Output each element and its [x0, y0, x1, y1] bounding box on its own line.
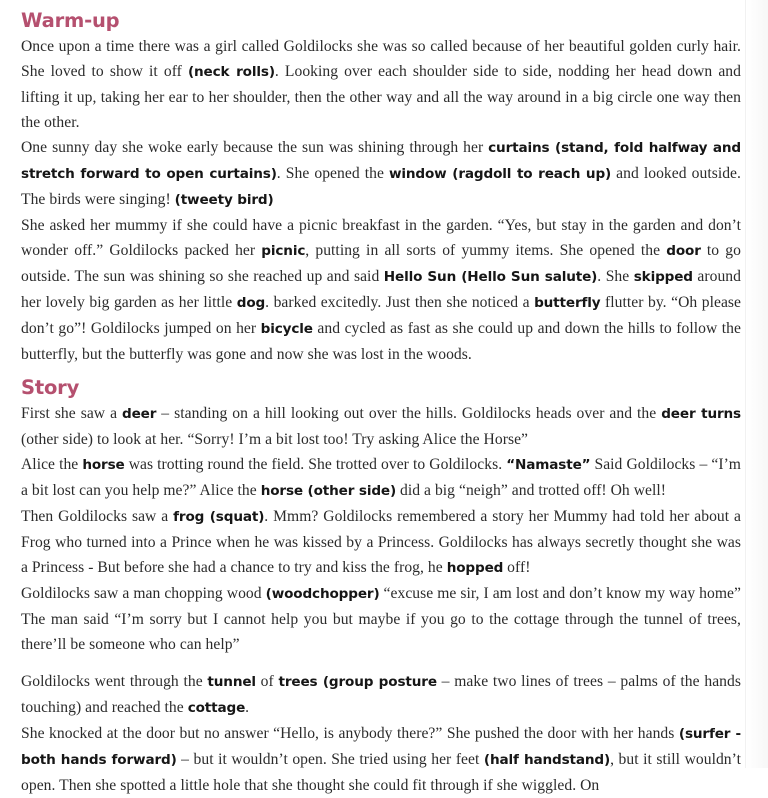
exercise-cue: “Namaste” [506, 457, 591, 473]
story-text: First she saw a [21, 405, 123, 422]
story-text: She knocked at the door but no answer “Hello, is anybody there?” She pushed the door with her hands [21, 725, 679, 742]
story-text: – but it wouldn’t open. She tried using her feet [176, 751, 484, 768]
exercise-cue: deer turns [661, 406, 741, 422]
story-text: , but it still wouldn’t open. Then she spotted a little hole that she thought she could fit through if she wiggled. On [21, 751, 741, 794]
story-text: . Mmm? Goldilocks remembered a story her Mummy had told her about a Frog who turned into a Prince when he was kissed by a Princess. Goldilocks has always secretly thought she was a Princess - But before she had a chance to try and kiss the frog, he [21, 508, 742, 576]
exercise-cue: (neck rolls) [187, 64, 275, 80]
exercise-cue: butterfly [534, 295, 601, 311]
exercise-cue: trees (group posture [278, 674, 437, 690]
exercise-cue: hopped [446, 560, 504, 576]
story-text: Alice the [21, 456, 83, 473]
story-text: – make two lines of trees – palms of the hands touching) and reached the [21, 673, 741, 716]
story-text: “excuse me sir, I am lost and don’t know my way home” The man said “I’m sorry but I cannot help you but maybe if you go to the cottage through the tunnel of trees, there’ll be someone who can help” [21, 585, 741, 653]
paragraph [21, 213, 741, 367]
story-text: and cycled as fast as she could up and down the hills to follow the butterfly, but the butterfly was gone and now she was lost in the woods. [21, 320, 741, 363]
exercise-cue: frog (squat) [173, 509, 265, 525]
paragraph-spacer [21, 657, 741, 669]
exercise-cue: tunnel [207, 674, 256, 690]
exercise-cue: picnic [261, 243, 306, 259]
exercise-cue: skipped [633, 269, 693, 285]
exercise-cue: (surfer - both hands forward) [21, 726, 741, 768]
exercise-cue: Hello Sun (Hello Sun salute) [383, 269, 598, 285]
story-text: . She opened the [276, 165, 389, 182]
story-text: of [255, 673, 279, 690]
section-warm-up [21, 8, 741, 367]
exercise-cue: horse [82, 457, 125, 473]
story-text: Goldilocks saw a man chopping wood [21, 585, 266, 602]
section-spacer [21, 367, 741, 375]
exercise-cue: dog [236, 295, 266, 311]
paragraph [21, 135, 741, 213]
story-text: was trotting round the field. She trotted over to Goldilocks. [124, 456, 507, 473]
document-content [21, 8, 741, 798]
paragraph [21, 452, 741, 504]
exercise-cue: (tweety bird) [174, 192, 274, 208]
page-edge [745, 0, 768, 768]
story-text: Said Goldilocks – “I’m a bit lost can you help me?” Alice the [21, 456, 741, 499]
paragraph [21, 34, 741, 135]
story-text: around her lovely big garden as her little [21, 268, 741, 311]
exercise-cue: (woodchopper) [265, 586, 380, 602]
exercise-cue: curtains (stand, fold halfway and stretch forward to open curtains) [21, 140, 741, 182]
exercise-cue: bicycle [260, 321, 313, 337]
story-text: . [245, 699, 250, 716]
paragraph [21, 401, 741, 452]
story-text: . Looking over each shoulder side to side, nodding her head down and lifting it up, taking her ear to her shoulder, then the other way and all the way around in a big circle one way then the other. [21, 63, 741, 131]
story-text: and looked outside. The birds were singing! [21, 165, 741, 208]
story-text: She asked her mummy if she could have a picnic breakfast in the garden. “Yes, but stay in the garden and don’t wonder off.” Goldilocks packed her [21, 217, 741, 259]
paragraph [21, 581, 741, 657]
story-text: off! [503, 559, 531, 576]
story-text: Then Goldilocks saw a [21, 508, 174, 525]
exercise-cue: (half handstand) [483, 752, 611, 768]
story-text: Goldilocks went through the [21, 673, 208, 690]
story-text: . She [597, 268, 634, 285]
exercise-cue: door [666, 243, 701, 259]
section-heading-story: Story [21, 376, 80, 399]
paragraph [21, 504, 741, 581]
story-text: Once upon a time there was a girl called Goldilocks she was so called because of her beautiful golden curly hair. She loved to show it off [21, 38, 741, 80]
paragraph [21, 721, 741, 798]
story-text: One sunny day she woke early because the sun was shining through her [21, 139, 489, 156]
story-text: (other side) to look at her. “Sorry! I’m a bit lost too! Try asking Alice the Horse” [21, 431, 529, 448]
story-text: . barked excitedly. Just then she noticed a [265, 294, 535, 311]
story-text: , putting in all sorts of yummy items. She opened the [305, 242, 667, 259]
section-story [21, 375, 741, 798]
exercise-cue: deer [122, 406, 157, 422]
exercise-cue: window (ragdoll to reach up) [388, 166, 612, 182]
story-text: – standing on a hill looking out over the hills. Goldilocks heads over and the [156, 405, 662, 422]
story-text: to go outside. The sun was shining so she reached up and said [21, 242, 741, 285]
section-heading-warm-up: Warm-up [21, 9, 120, 32]
exercise-cue: cottage [187, 700, 246, 716]
story-text: did a big “neigh” and trotted off! Oh well! [396, 482, 667, 499]
exercise-cue: horse (other side) [260, 483, 397, 499]
paragraph [21, 669, 741, 721]
story-text: flutter by. “Oh please don’t go”! Goldilocks jumped on her [21, 294, 742, 337]
